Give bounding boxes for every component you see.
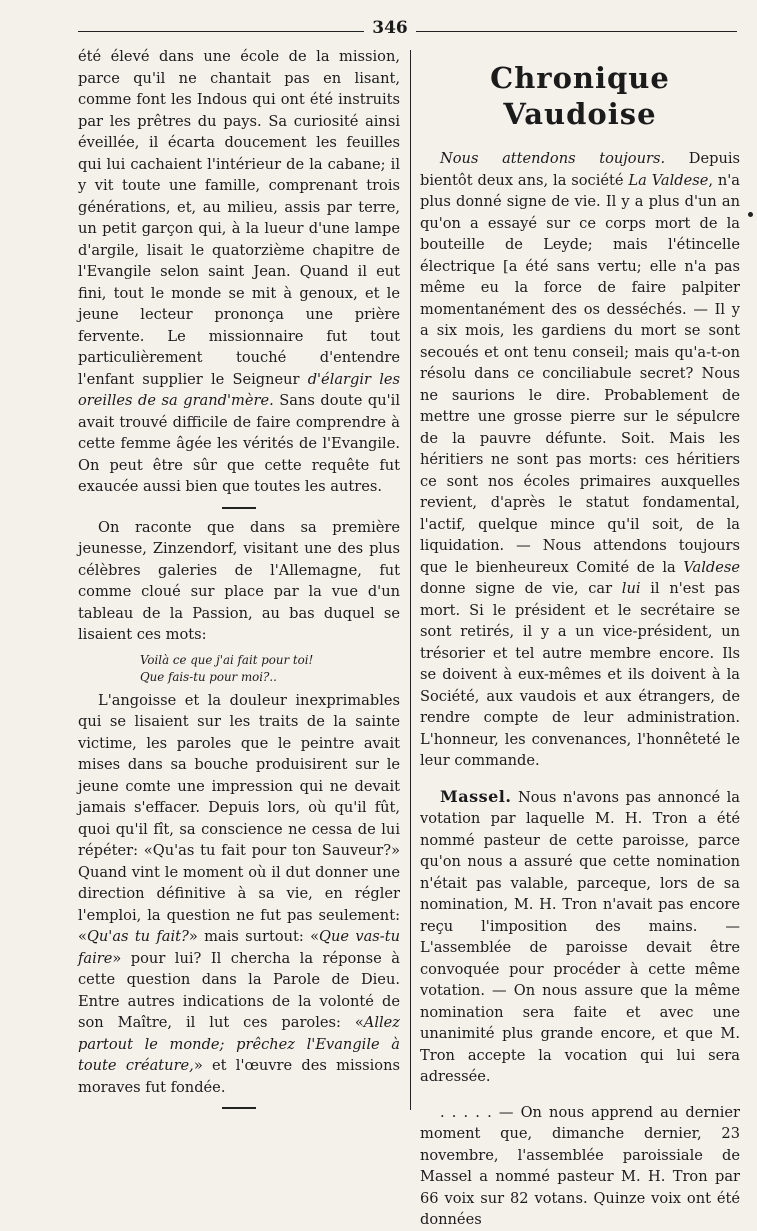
left-paragraph-1: été élevé dans une école de la mission, parce qu'il ne chantait pas en lisant, comme font les Indous qui ont été instruits par les prêtres du pays. Sa curiosité ainsi éveillée, il écarta doucement les feuilles qui lui cachaient l'intérieur de la cabane; il y vit toute une famille, comprenant trois générations, et, au milieu, assis par terre, un petit garçon qui, à la lueur d'une lampe d'argile, lisait le quatorzième chapitre de l'Evangile selon saint Jean. Quand il eut fini, tout le monde se mit à genoux, et le jeune lecteur prononça une prière fervente. Le missionnaire fut tout particulièrement touché d'entendre l'enfant supplier le Seigneur d'élargir les oreilles de sa grand'mère. Sans doute qu'il avait trouvé difficile de faire comprendre à cette femme âgée les vérités de l'Evangile. On peut être sûr que cette requête fut exaucée aussi bien que toutes les autres. [78, 48, 400, 495]
column-divider [410, 50, 411, 1110]
right-paragraph-3: . . . . . — On nous apprend au dernier moment que, dimanche dernier, 23 novembre, l'assemblée paroissiale de Massel a nommé pasteur M. H. Tron par 66 voix sur 82 votans. Quinze voix ont été données [420, 1103, 740, 1228]
header-rule-right [416, 31, 737, 32]
inscription-line-2: Que fais-tu pour moi?.. [140, 669, 277, 684]
right-paragraph-2: Massel. Nous n'avons pas annoncé la votation par laquelle M. H. Tron a été nommé pasteur de cette paroisse, parce qu'on nous a assuré que cette nomination n'était pas valable, parceque, lors de sa nomination, M. H. Tron n'avait pas encore reçu l'imposition des mains. — L'assemblée de paroisse devait être convoquée pour procéder à cette même votation. — On nous assure que la même nomination sera faite et avec une unanimité plus grande encore, et que M. Tron accepte la vocation qui lui sera adressée. [420, 786, 740, 1085]
left-paragraph-3: L'angoisse et la douleur inexprimables qui se lisaient sur les traits de la sainte victime, les paroles que le peintre avait mises dans sa bouche produisirent sur le jeune comte une impression qui ne devait jamais s'effacer. Depuis lors, où qu'il fût, quoi qu'il fît, sa conscience ne cessa de lui répéter: «Qu'as tu fait pour ton Sauveur?» Quand vint le moment où il dut donner une direction définitive à sa vie, en régler l'emploi, la question ne fut pas seulement: «Qu'as tu fait?» mais surtout: «Que vas-tu faire» pour lui? Il chercha la réponse à cette question dans la Parole de Dieu. Entre autres indications de la volonté de son Maître, il lut ces paroles: «Allez partout le monde; prêchez l'Evangile à toute créature,» et l'œuvre des missions moraves fut fondée. [78, 691, 400, 1096]
section-rule [222, 507, 256, 509]
paragraph-gap-2 [420, 1088, 740, 1102]
massel-heading: Massel. [440, 786, 512, 806]
page-header [78, 18, 737, 44]
page-number: 346 [372, 18, 408, 38]
ink-speck [748, 212, 753, 217]
section-title: Chronique Vaudoise [490, 61, 670, 131]
paragraph-gap [420, 772, 740, 786]
left-paragraph-2: On raconte que dans sa première jeunesse, Zinzendorf, visitant une des plus célèbres galeries de l'Allemagne, fut comme cloué sur place par la vue d'un tableau de la Passion, au bas duquel se lisaient ces mots: [78, 518, 400, 643]
right-paragraph-1: Nous attendons toujours. Depuis bientôt deux ans, la société La Valdese, n'a plus donné signe de vie. Il y a plus d'un an qu'on a essayé sur ce corps mort de la bouteille de Leyde; mais l'étincelle électrique [a été sans vertu; elle n'a pas même eu la force de faire palpiter momentanément des os desséchés. — Il y a six mois, les gardiens du mort se sont secoués et ont tenu conseil; mais qu'a-t-on résolu dans ce conciliabule secret? Nous ne saurions le dire. Probablement de mettre une grosse pierre sur le sépulcre de la pauvre défunte. Soit. Mais les héritiers ne sont pas morts: ces héritiers ce sont nos écoles primaires auxquelles revient, d'après le statut fondamental, l'actif, quelque mince qu'il soit, de la liquidation. — Nous attendons toujours que le bienheureux Comité de la Valdese donne signe de vie, car lui il n'est pas mort. Si le président et le secrétaire se sont retirés, il y a un vice-président, un trésorier et tel autre membre encore. Ils se doivent à eux-mêmes et ils doivent à la Société, aux vaudois et aux étrangers, de rendre compte de leur administration. L'honneur, les convenances, l'honnêteté le leur commande. [420, 150, 741, 769]
header-rule-left [78, 31, 364, 32]
end-rule [222, 1107, 256, 1109]
painting-inscription [140, 652, 400, 686]
left-column [78, 46, 400, 1117]
right-column [420, 46, 740, 1231]
inscription-line-1: Voilà ce que j'ai fait pour toi! [140, 652, 314, 667]
